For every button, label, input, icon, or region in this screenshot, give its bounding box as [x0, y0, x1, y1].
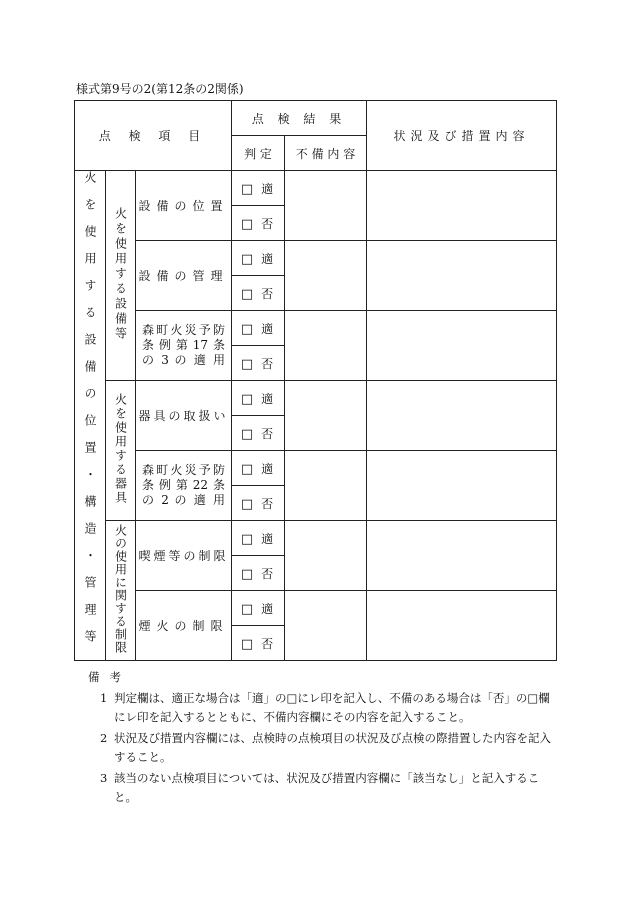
- status-field[interactable]: [367, 171, 557, 241]
- category-main: 火を使用する設備の位置・構造・管理等: [75, 171, 106, 661]
- judgment-ng[interactable]: □ 否: [232, 626, 285, 661]
- checkbox-icon: □: [240, 566, 256, 582]
- judgment-ok[interactable]: □ 適: [232, 521, 285, 556]
- checkbox-icon: □: [240, 391, 256, 407]
- checkbox-icon: □: [240, 601, 256, 617]
- checkbox-icon: □: [240, 251, 256, 267]
- category-fire-use: 火の使用に関する制限: [106, 521, 136, 661]
- status-field[interactable]: [367, 381, 557, 451]
- judgment-ng[interactable]: □ 否: [232, 556, 285, 591]
- note-item: 1 判定欄は、適正な場合は「適」の□にレ印を記入し、不備のある場合は「否」の□欄にレ印を記入するとともに、不備内容欄にその内容を記入すること。: [100, 691, 550, 724]
- checkbox-icon: □: [240, 356, 256, 372]
- checkbox-icon: □: [240, 426, 256, 442]
- category-appliances: 火を使用する器具: [106, 381, 136, 521]
- deficiency-field[interactable]: [285, 241, 367, 311]
- note-item: 3 該当のない点検項目については、状況及び措置内容欄に「該当なし」と記入すること。: [100, 771, 540, 804]
- item-label: 森町火災予防 条例第22条 の 2 の 適 用: [136, 451, 232, 521]
- checkbox-icon: □: [240, 321, 256, 337]
- judgment-ng[interactable]: □ 否: [232, 416, 285, 451]
- deficiency-field[interactable]: [285, 381, 367, 451]
- judgment-ok[interactable]: □ 適: [232, 591, 285, 626]
- category-equipment: 火を使用する設備等: [106, 171, 136, 381]
- header-inspection-result: 点 検 結 果: [232, 101, 367, 136]
- header-judgment: 判 定: [232, 136, 285, 171]
- header-deficiency: 不 備 内 容: [285, 136, 367, 171]
- checkbox-icon: □: [240, 461, 256, 477]
- checkbox-icon: □: [240, 496, 256, 512]
- status-field[interactable]: [367, 591, 557, 661]
- judgment-ng[interactable]: □ 否: [232, 206, 285, 241]
- judgment-ok[interactable]: □ 適: [232, 451, 285, 486]
- deficiency-field[interactable]: [285, 171, 367, 241]
- deficiency-field[interactable]: [285, 311, 367, 381]
- item-label: 設備の管理: [136, 241, 232, 311]
- notes-title: 備考: [88, 670, 131, 684]
- judgment-ng[interactable]: □ 否: [232, 346, 285, 381]
- header-status-measures: 状況及び措置内容: [367, 101, 557, 171]
- item-label: 設備の位置: [136, 171, 232, 241]
- note-item: 2 状況及び措置内容欄には、点検時の点検項目の状況及び点検の際措置した内容を記入すること。: [100, 731, 551, 764]
- judgment-ng[interactable]: □ 否: [232, 276, 285, 311]
- form-title: 様式第9号の2(第12条の2関係): [76, 82, 244, 96]
- judgment-ok[interactable]: □ 適: [232, 311, 285, 346]
- status-field[interactable]: [367, 241, 557, 311]
- status-field[interactable]: [367, 311, 557, 381]
- status-field[interactable]: [367, 451, 557, 521]
- deficiency-field[interactable]: [285, 591, 367, 661]
- checkbox-icon: □: [240, 216, 256, 232]
- judgment-ng[interactable]: □ 否: [232, 486, 285, 521]
- judgment-ok[interactable]: □ 適: [232, 381, 285, 416]
- checkbox-icon: □: [240, 181, 256, 197]
- judgment-ok[interactable]: □ 適: [232, 171, 285, 206]
- item-label: 喫煙等の制限: [136, 521, 232, 591]
- checkbox-icon: □: [240, 531, 256, 547]
- item-label: 煙火の制限: [136, 591, 232, 661]
- inspection-table: [74, 100, 557, 661]
- checkbox-icon: □: [240, 286, 256, 302]
- item-label: 森町火災予防 条例第17条 の 3 の 適 用: [136, 311, 232, 381]
- checkbox-icon: □: [240, 636, 256, 652]
- deficiency-field[interactable]: [285, 451, 367, 521]
- judgment-ok[interactable]: □ 適: [232, 241, 285, 276]
- status-field[interactable]: [367, 521, 557, 591]
- deficiency-field[interactable]: [285, 521, 367, 591]
- notes-section: [74, 668, 556, 809]
- item-label: 器具の取扱い: [136, 381, 232, 451]
- header-inspection-item: 点 検 項 目: [75, 101, 232, 171]
